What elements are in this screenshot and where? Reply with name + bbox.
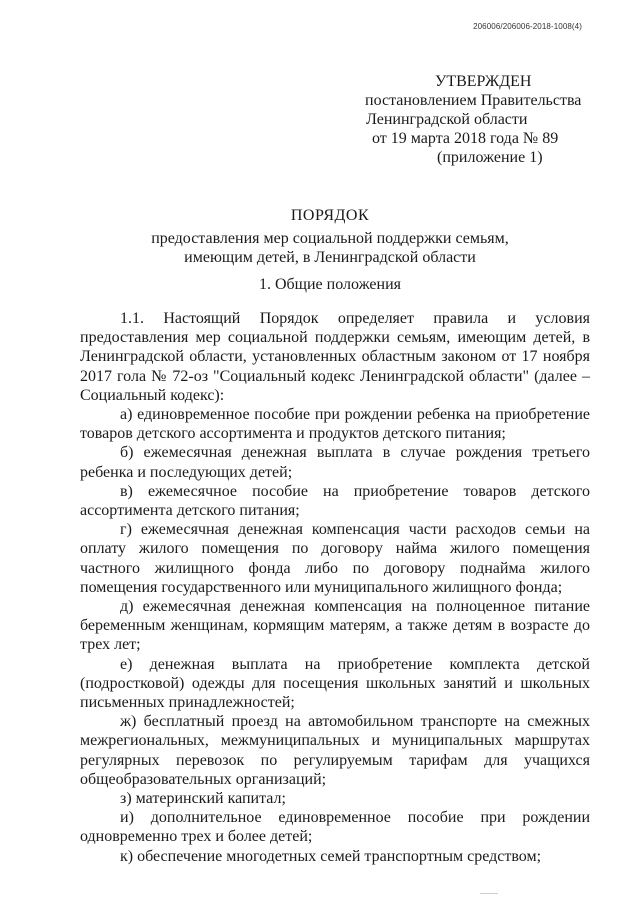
document-code: 206006/206006-2018-1008(4) — [473, 22, 582, 31]
approval-line-appendix: (приложение 1) — [437, 149, 543, 166]
list-item-zh: ж) бесплатный проезд на автомобильном транспорте на смежных межрегиональных, межмуниципальных и муниципальных маршрутах регулярных перевозок по регулируемым тарифам для учащихся общеобразовательных организаций; — [80, 713, 590, 788]
document-subtitle-line-2: имеющим детей, в Ленинградской области — [184, 249, 476, 266]
scan-mark — [480, 893, 498, 894]
list-item-g: г) ежемесячная денежная компенсация части расходов семьи на оплату жилого помещения по договору найма жилого помещения частного жилищного фонда либо по договору поднайма жилого помещения государственного или муниципального жилищного фонда; — [80, 521, 590, 596]
document-title-block — [80, 206, 580, 267]
list-item-v: в) ежемесячное пособие на приобретение товаров детского ассортимента детского питания; — [80, 482, 590, 520]
list-item-z: з) материнский капитал; — [120, 790, 286, 808]
approval-stamp — [365, 72, 605, 167]
document-subtitle-line-1: предоставления мер социальной поддержки семьям, — [151, 230, 509, 247]
section-heading: 1. Общие положения — [258, 276, 402, 293]
approval-heading: УТВЕРЖДЕН — [435, 73, 532, 90]
list-item-d: д) ежемесячная денежная компенсация на полноценное питание беременным женщинам, кормящим матерям, а также детям в возрасте до трех лет; — [80, 598, 590, 654]
approval-line-date: от 19 марта 2018 года № 89 — [372, 130, 559, 147]
list-item-e: е) денежная выплата на приобретение комплекта детской (подростковой) одежды для посещения школьных занятий и школьных письменных принадлежностей; — [80, 655, 590, 712]
document-title: ПОРЯДОК — [290, 207, 370, 224]
approval-line-resolution: постановлением Правительства — [365, 92, 582, 109]
approval-line-region: Ленинградской области — [366, 111, 528, 128]
paragraph-1-1: 1.1. Настоящий Порядок определяет правила и условия предоставления мер социальной поддержки семьям, имеющим детей, в Ленинградской области, установленных областным законом от 17 ноября 2017 гола № 72-оз "Социальный кодекс Ленинградской области" (далее – Социальный кодекс): — [80, 310, 590, 404]
list-item-a: а) единовременное пособие при рождении ребенка на приобретение товаров детского ассортимента и продуктов детского питания; — [80, 406, 590, 443]
document-body — [80, 309, 590, 866]
list-item-i: и) дополнительное единовременное пособие при рождении одновременно трех и более детей; — [80, 809, 590, 846]
list-item-k: к) обеспечение многодетных семей транспортным средством; — [120, 847, 542, 865]
list-item-b: б) ежемесячная денежная выплата в случае рождения третьего ребенка и последующих детей; — [80, 444, 590, 481]
